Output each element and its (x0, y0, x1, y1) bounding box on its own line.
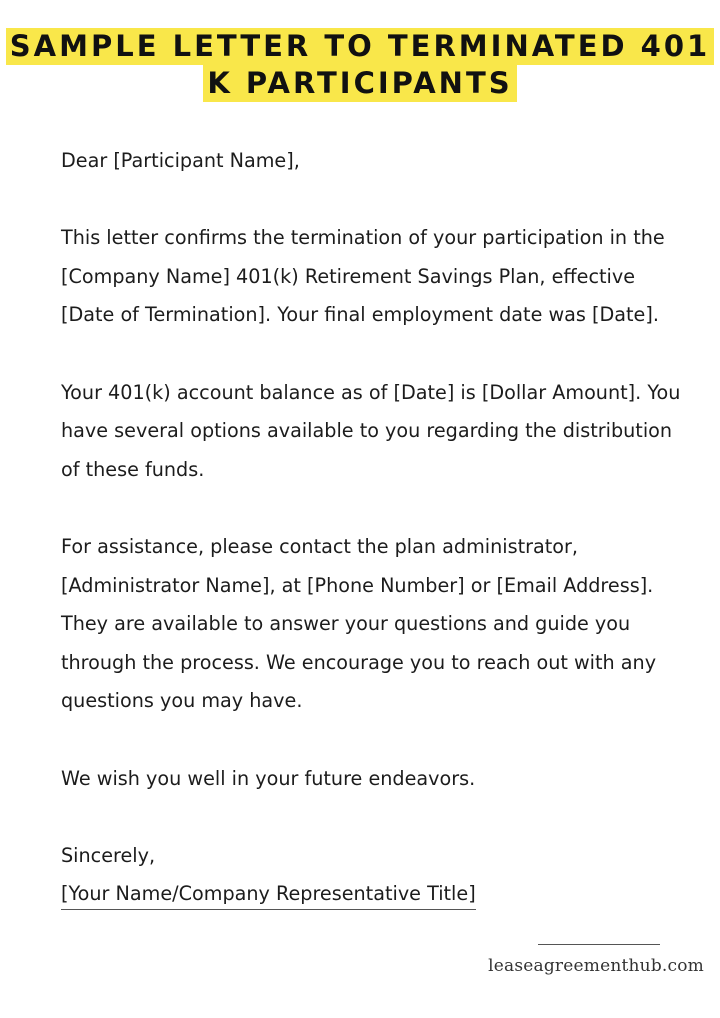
salutation: Dear [Participant Name], (61, 149, 300, 172)
paragraph-assistance: For assistance, please contact the plan administrator, [Administrator Name], at [Phone Number] or [Email Address]. They are available to answer your questions and guide you through the process. We encourage you to reach out with any questions you may have. (61, 534, 657, 713)
signature-underline (538, 944, 660, 945)
letter-title (0, 28, 720, 102)
signature-block (61, 875, 691, 914)
paragraph-spacer (61, 798, 691, 837)
paragraph-termination: This letter confirms the termination of your participation in the [Company Name] 401(k) Retirement Savings Plan, effective [Date of Termination]. Your final employment date was [Date]. (61, 226, 665, 327)
title-line-2: K PARTICIPANTS (203, 65, 516, 102)
letter-body (61, 142, 691, 914)
title-line-1: SAMPLE LETTER TO TERMINATED 401 (6, 28, 714, 65)
paragraph-spacer (61, 335, 691, 374)
paragraph-balance: Your 401(k) account balance as of [Date] is [Dollar Amount]. You have several options available to you regarding the distribution of these funds. (61, 380, 681, 481)
paragraph-wishes: We wish you well in your future endeavors. (61, 766, 476, 790)
closing: Sincerely, (61, 843, 156, 867)
paragraph-spacer (61, 489, 691, 528)
signature-text: [Your Name/Company Representative Title] (61, 879, 476, 910)
paragraph-spacer (61, 721, 691, 760)
site-watermark: leaseagreementhub.com (488, 956, 704, 976)
paragraph-spacer (61, 181, 691, 220)
